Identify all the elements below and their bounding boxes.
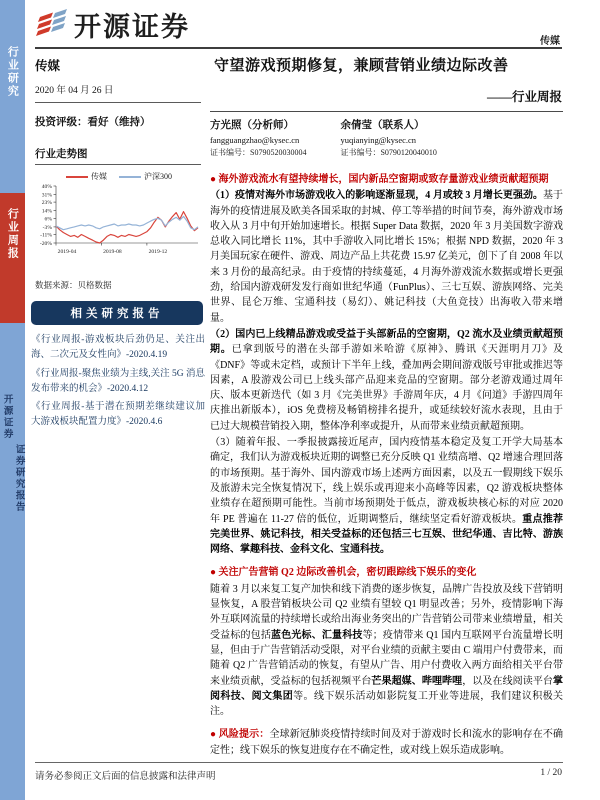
sidebar-label-research-report: 证券研究报告 <box>13 444 24 513</box>
industry-trend-chart <box>32 171 206 261</box>
sidebar-red-block <box>0 193 25 323</box>
related-reports-header: 相关研究报告 <box>31 301 203 325</box>
svg-text:31%: 31% <box>41 192 52 199</box>
contact-name: 余倩莹（联系人） <box>340 120 425 131</box>
text-run: 风险提示： <box>218 729 270 741</box>
left-divider <box>35 102 201 103</box>
industry-label: 传媒 <box>35 59 61 73</box>
text-run: 全球新冠肺炎疫情持续时间及对于游戏时长和流水的影响存在不确定性；线下娱乐的恢复进度存在不确定性，或对线上娱乐造成影响。 <box>210 729 563 756</box>
text-run: （2）国内已上线精品游戏或受益于头部新品的空窗期，Q2 流水及业绩贡献超预期。 <box>210 328 563 356</box>
rating-label: 投资评级： <box>35 117 88 128</box>
sidebar-label-brand: 开源证券 <box>1 394 12 440</box>
body-bullet-paragraph <box>210 727 563 758</box>
brand-logo <box>33 4 190 45</box>
header-industry-tag: 传媒 <box>540 36 560 47</box>
analyst-card <box>210 117 306 158</box>
report-title: 守望游戏预期修复，兼顾营销业绩边际改善 <box>214 58 509 74</box>
text-run: 关注广告营销 Q2 边际改善机会，密切跟踪线下娱乐的变化 <box>218 567 477 579</box>
text-run: 等；疫情带来 Q1 国内互联网平台流量增长明显，但由于广告营销活动受限，对平台业绩的贡献主要由 C 端用户付费带来，而随着 Q2 广告营销活动的恢复，有望从广告、用户付费收入两方面给相关平台带来业绩贡献，受益标的包括视频平台 <box>210 629 564 687</box>
svg-text:-20%: -20% <box>39 241 52 247</box>
title-divider <box>210 111 563 112</box>
svg-text:2019-04: 2019-04 <box>57 249 77 255</box>
svg-text:14%: 14% <box>41 208 52 215</box>
text-run: 基于海外的疫情进展及欧美各国采取的封城、停工等举措的时间节奏，海外游戏市场收入从 3 月中旬开始加速增长。根据 Super Data 数据，2020 年 3 月美国数字游戏总收入同比增长 11%，其中手游收入同比增长 15%；根据 NPD 数据，2020 年 3 月美国玩家在硬件、游戏、周边产品上共花费 15.97 亿美元，创下了自 2008 年以来 3 月份的最高纪录。由于疫情的持续蔓延，4 月海外游戏流水数据或增长更强劲，给国内游戏研发发行商如世纪华通（FunPlus）、三七互娱、游族网络、完美世界、昆仑万维、宝通科技（易幻）、姚记科技（大鱼竞技）出海收入带来增量。 <box>210 190 564 324</box>
trend-chart-title: 行业走势图 <box>35 149 88 160</box>
body-paragraph <box>210 327 563 434</box>
related-reports-list <box>31 333 205 434</box>
contact-cert: 证书编号：S0790120040010 <box>340 148 437 157</box>
analyst-block <box>210 117 563 158</box>
text-run: 重点推荐完美世界、姚记科技，相关受益标的还包括三七互娱、世纪华通、吉比特、游族网络、掌趣科技、金科文化、宝通科技。 <box>210 513 563 556</box>
bullet-icon: ● <box>210 174 219 185</box>
body-bullet-paragraph <box>210 565 563 580</box>
header-rule <box>35 47 562 49</box>
text-run: 芒果超媒、哔哩哔哩 <box>371 675 463 687</box>
analyst-email: fangguangzhao@kysec.cn <box>210 135 300 145</box>
rating-value: 看好（维持） <box>87 117 151 128</box>
text-run: 等。线下娱乐活动如影院复工开业等进展，我们建议积极关注。 <box>210 690 564 718</box>
related-report-item: 《行业周报-基于潜在预期差继续建议加大游戏板块配置力度》-2020.4.6 <box>31 402 205 428</box>
svg-text:2019-08: 2019-08 <box>103 249 122 255</box>
analyst-cert: 证书编号：S0790520030004 <box>210 148 307 157</box>
related-report-item: 《行业周报-聚焦业绩为主线,关注 5G 消息发布带来的机会》-2020.4.12 <box>31 368 205 394</box>
legend-item-media <box>66 171 107 182</box>
sidebar <box>0 0 25 800</box>
trend-title-underline <box>35 164 201 165</box>
footer-rule <box>35 762 563 763</box>
bullet-icon: ● <box>210 567 219 579</box>
chart-legend <box>32 171 206 182</box>
page-number: 1 / 20 <box>540 768 562 778</box>
legend-label-hs300: 沪深300 <box>144 172 172 181</box>
body-paragraph <box>210 435 563 557</box>
report-body <box>210 172 563 759</box>
svg-text:40%: 40% <box>41 184 52 190</box>
sidebar-label-industry-research: 行业研究 <box>6 46 19 98</box>
legend-item-hs300 <box>119 171 172 182</box>
text-run: 已拿到版号的潜在头部手游如米哈游《原神》、腾讯《天涯明月刀》及《DNF》等或未定档，或预计下半年上线，叠加两会期间游戏版号审批或推迟等因素，A 股游戏公司已上线头部产品迎来竞品的空窗期。部分老游戏通过周年庆、版本更新迭代（如 3 月《完美世界》手游周年庆，4 月《问道》手游四周年庆推出新版本），iOS 免费榜及畅销榜排名提升，或延续较好流水表现，且由于已过大规模营销投入期，整体净利率或提升，从而带来业绩贡献超预期。 <box>210 344 563 432</box>
contact-card <box>340 117 436 158</box>
contact-email: yuqianying@kysec.cn <box>340 135 417 145</box>
investment-rating <box>35 114 151 129</box>
sidebar-bottom-labels <box>0 392 25 582</box>
related-report-item: 《行业周报-游戏板块后劲仍足、关注出海、二次元及女性向》-2020.4.19 <box>31 335 205 361</box>
footer-disclaimer: 请务必参阅正文后面的信息披露和法律声明 <box>35 772 216 782</box>
svg-text:2019-12: 2019-12 <box>148 249 168 255</box>
text-run: 蓝色光标、汇量科技 <box>271 629 363 641</box>
report-subtitle: ——行业周报 <box>486 90 562 104</box>
bullet-icon: ● <box>210 729 219 741</box>
svg-text:-11%: -11% <box>40 232 52 239</box>
brand-logo-icon <box>33 4 69 45</box>
text-run: 掌阅科技、阅文集团 <box>210 675 564 702</box>
text-run: （3）随着年报、一季报披露接近尾声，国内疫情基本稳定及复工开学大局基本确定，我们认为游戏板块近期的调整已充分反映 Q1 业绩高增、Q2 增速合理回落的市场预期。基于海外、国内游戏市场上述两方面因素，以及五一假期线下娱乐及旅游未完全恢复情况下，线上娱乐或再迎来小高峰等因素，Q2 游戏板块整体业绩存在超预期可能性。当前市场预期处于低点，游戏板块核心标的对应 2020 年 PE 普遍在 11-27 倍的低位，近期调整后，继续坚定看好游戏板块。 <box>210 437 563 525</box>
sidebar-label-industry-weekly: 行业周报 <box>6 208 19 260</box>
svg-text:6%: 6% <box>44 216 52 223</box>
text-run: ，以及在线阅读平台 <box>462 675 554 687</box>
legend-label-media: 传媒 <box>91 172 107 181</box>
legend-line-blue <box>119 176 141 178</box>
report-date: 2020 年 04 月 26 日 <box>35 86 114 96</box>
body-paragraph <box>210 582 563 720</box>
body-bullet-paragraph <box>210 172 563 187</box>
text-run: 海外游戏流水有望持续增长，国内新品空窗期或致存量游戏业绩贡献超预期 <box>218 174 549 185</box>
svg-text:23%: 23% <box>41 200 52 207</box>
analyst-name: 方光照（分析师） <box>210 120 294 131</box>
brand-name: 开源证券 <box>74 12 190 42</box>
body-paragraph <box>210 188 563 326</box>
legend-line-red <box>66 176 88 178</box>
svg-text:-3%: -3% <box>42 224 52 231</box>
chart-data-source: 数据来源：贝格数据 <box>35 280 112 290</box>
text-run: 随着 3 月以来复工复产加快和线下消费的逐步恢复，品牌广告投放及线下营销明显恢复，A 股营销板块公司 Q2 业绩有望较 Q1 明显改善；另外，疫情影响下海外互联网流量的持续增长或给出海业务突出的广告营销公司带来业绩增量，相关受益标的包括 <box>210 583 563 641</box>
trend-line-plot <box>32 183 206 261</box>
text-run: （1）疫情对海外市场游戏收入的影响逐渐显现，4 月或较 3 月增长更强劲。 <box>210 190 543 202</box>
